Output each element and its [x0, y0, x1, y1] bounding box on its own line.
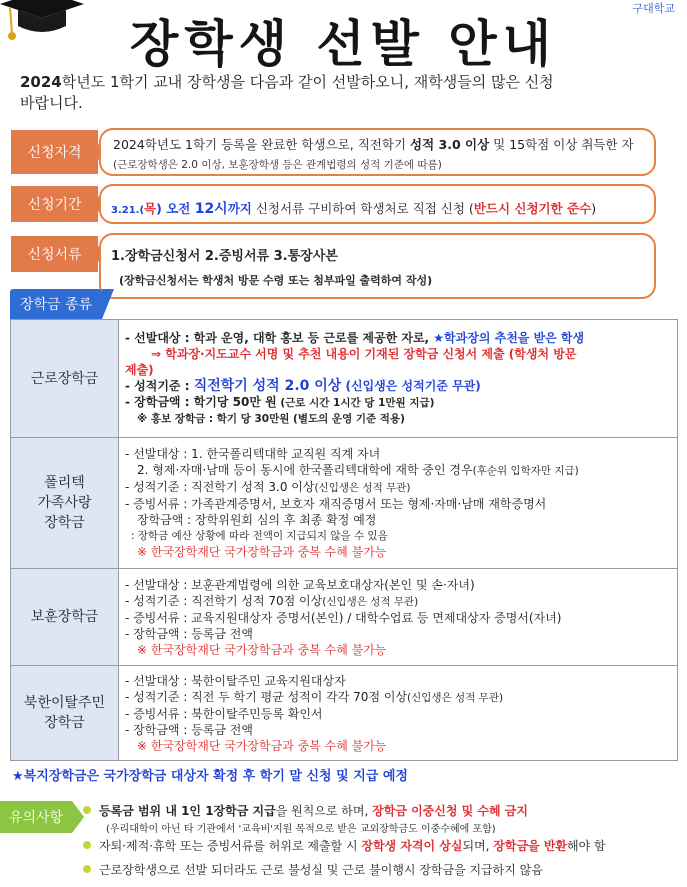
- qualification-text-c: 및 15학점 이상 취득한 자: [489, 137, 634, 152]
- period-date: 3.21.(목) 오전 12시까지: [111, 201, 252, 217]
- period-line: [111, 198, 596, 218]
- defector-scholarship-detail: - 선발대상 : 북한이탈주민 교육지원대상자 - 성적기준 : 직전 두 학기 평균 성적이 각각 70점 이상(신입생은 성적 무관) - 증빙서류 : 북한이탈주민등록 확인서 - 장학금액 : 등록금 전액 ※ 한국장학재단 국가장학금과 중복 수혜 불가능: [119, 666, 678, 761]
- caution-note-2: 자퇴·제적·휴학 또는 증빙서류를 허위로 제출할 시 장학생 자격이 상실되며, 장학금을 반환해야 함: [99, 839, 606, 853]
- intro-rest: 학년도 1학기 교내 장학생을 다음과 같이 선발하오니, 재학생들의 많은 신청: [61, 73, 554, 91]
- qualification-text-a: 2024학년도 1학기 등록을 완료한 학생으로, 직전학기: [113, 137, 411, 152]
- period-label: 신청기간: [11, 186, 98, 222]
- caution-note-1-sub: (우리대학이 아닌 타 기관에서 '교육비'지원 목적으로 받은 교외장학금도 이중수혜에 포함): [106, 824, 496, 835]
- work-scholarship-name: 근로장학금: [11, 320, 119, 438]
- page-title: 장학생 선발 안내: [130, 15, 557, 73]
- qualification-gpa: 성적 3.0 이상: [410, 137, 490, 152]
- bullet-dot-icon: [83, 806, 91, 814]
- intro-year: 2024: [20, 73, 62, 91]
- caution-note-1: 등록금 범위 내 1인 1장학금 지급을 원칙으로 하며, 장학금 이중신청 및 수혜 금지: [99, 804, 528, 818]
- bullet-dot-icon: [83, 865, 91, 873]
- qualification-line2: (근로장학생은 2.0 이상, 보훈장학생 등은 관계법령의 성적 기준에 따름): [113, 159, 442, 171]
- welfare-note: ★복지장학금은 국가장학금 대상자 확정 후 학기 말 신청 및 지급 예정: [12, 769, 408, 784]
- caution-note-3: 근로장학생으로 선발 되더라도 근로 불성실 및 근로 불이행시 장학금을 지급하지 않음: [99, 863, 543, 877]
- documents-line1: 1.장학금신청서 2.증빙서류 3.통장사본: [111, 249, 338, 264]
- bullet-dot-icon: [83, 841, 91, 849]
- table-row: [11, 438, 678, 569]
- qualification-line1: [113, 135, 634, 153]
- period-box: [99, 184, 656, 224]
- work-scholarship-detail: - 선발대상 : 학과 운영, 대학 홍보 등 근로를 제공한 자로, ★학과장의 추천을 받은 학생 ⇒ 학과장·지도교수 서명 및 추천 내용이 기재된 장학금 신청서 제출 (학생처 방문 제출) - 성적기준 : 직전학기 성적 2.0 이상 (신입생은 성적기준 무관) - 장학금액 : 학기당 50만 원 (근로 시간 1시간 당 1만원 지급) ※ 홍보 장학금 : 학기 당 30만원 (별도의 운영 기준 적용): [119, 320, 678, 438]
- scholarship-table: [10, 319, 678, 761]
- period-deadline: 반드시 신청기한 준수: [473, 201, 592, 216]
- documents-label: 신청서류: [11, 236, 98, 272]
- scholarship-types-tab: 장학금 종류: [10, 289, 102, 319]
- documents-line2: (장학금신청서는 학생처 방문 수령 또는 첨부파일 출력하여 작성): [119, 274, 433, 287]
- veteran-scholarship-detail: - 선발대상 : 보훈관계법령에 의한 교육보호대상자(본인 및 손·자녀) - 성적기준 : 직전학기 성적 70점 이상(신입생은 성적 무관) - 증빙서류 : 교육지원대상자 증명서(본인) / 대학수업료 등 면제대상자 증명서(자녀) - 장학금액 : 등록금 전액 ※ 한국장학재단 국가장학금과 중복 수혜 불가능: [119, 569, 678, 666]
- corner-text: 구대학교: [632, 2, 675, 15]
- intro-line2: 바랍니다.: [20, 94, 83, 112]
- family-scholarship-name: 폴리텍 가족사랑 장학금: [11, 438, 119, 569]
- table-row: [11, 569, 678, 666]
- table-row: [11, 320, 678, 438]
- period-rest: 신청서류 구비하여 학생처로 직접 신청 (: [251, 201, 474, 216]
- veteran-scholarship-name: 보훈장학금: [11, 569, 119, 666]
- qualification-box: [99, 128, 656, 176]
- table-row: [11, 666, 678, 761]
- intro-text: [20, 72, 660, 114]
- defector-scholarship-name: 북한이탈주민 장학금: [11, 666, 119, 761]
- documents-box: [99, 233, 656, 299]
- qualification-label: 신청자격: [11, 130, 98, 174]
- cautions-label: 유의사항: [0, 801, 72, 833]
- family-scholarship-detail: - 선발대상 : 1. 한국폴리텍대학 교직원 직계 자녀 2. 형제·자매·남매 등이 동시에 한국폴리텍대학에 재학 중인 경우(후순위 입학자만 지급) - 성적기준 : 직전학기 성적 3.0 이상(신입생은 성적 무관) - 증빙서류 : 가족관계증명서, 보호자 재직증명서 또는 형제·자매·남매 재학증명서 장학금액 : 장학위원회 심의 후 최종 확정 예정 : 장학금 예산 상황에 따라 전액이 지급되지 않을 수 있음 ※ 한국장학재단 국가장학금과 중복 수혜 불가능: [119, 438, 678, 569]
- period-end: ): [591, 201, 597, 216]
